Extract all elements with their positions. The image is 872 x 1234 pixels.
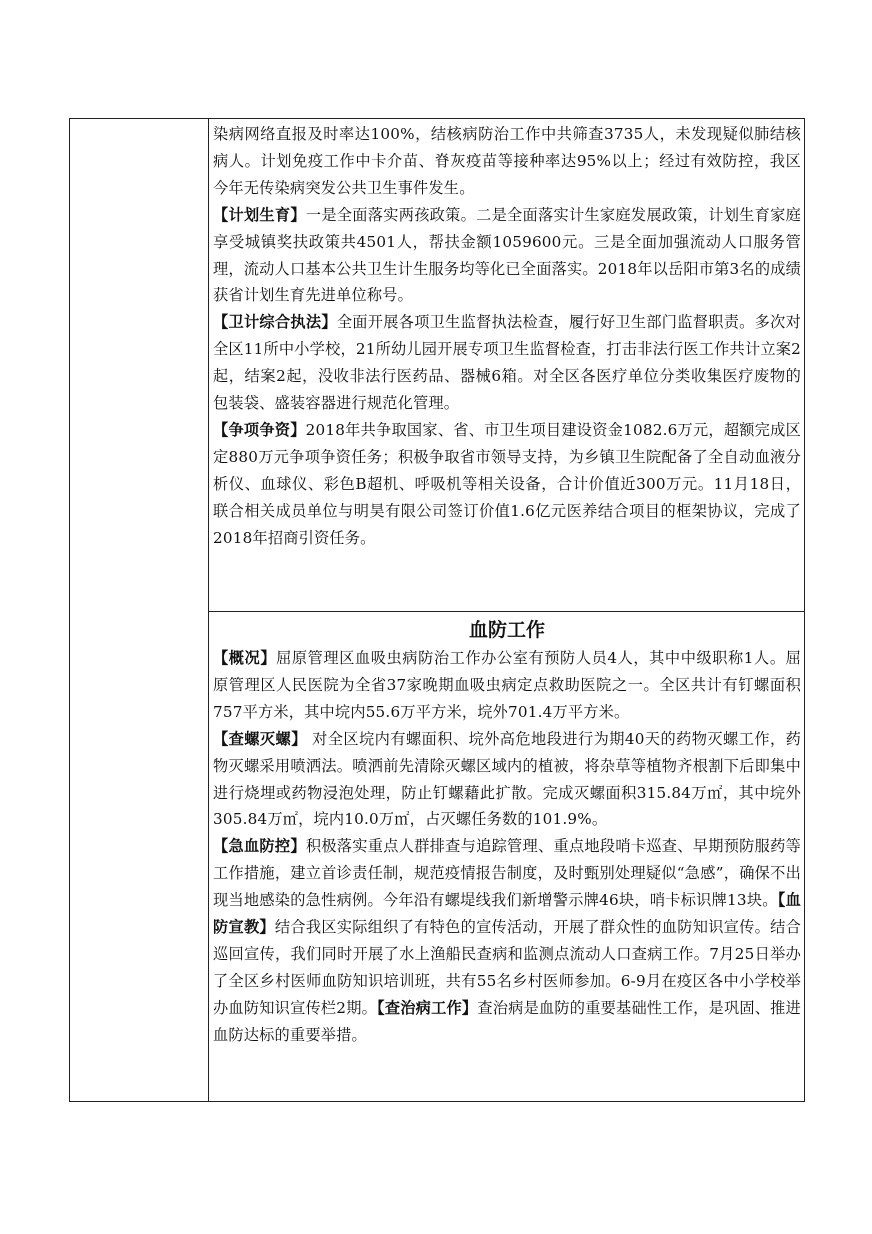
paragraph-text: 查治病是血防的重要基础性工作，是巩固、推进血防达标的重要举措。 xyxy=(213,998,801,1044)
heading-snail-control: 【查螺灭螺】 xyxy=(213,729,307,748)
paragraph-family-planning xyxy=(213,202,801,310)
paragraph-text: 染病网络直报及时率达100%，结核病防治工作中共筛查3735人，未发现疑似肺结核病人。计划免疫工作中卡介苗、脊灰疫苗等接种率达95%以上；经过有效防控，我区今年无传染病突发公共卫生事件发生。 xyxy=(213,125,801,197)
heading-education: 【血防宣教】 xyxy=(213,891,801,937)
content-cell-health xyxy=(213,121,801,552)
paragraph-snail-control xyxy=(213,726,801,834)
paragraph-text: 2018年共争取国家、省、市卫生项目建设资金1082.6万元，超额完成区定880万元争项争资任务；积极争取省市领导支持，为乡镇卫生院配备了全自动血液分析仪、血球仪、彩色B超机、呼吸机等相关设备，合计价值近300万元。11月18日，联合相关成员单位与明昊有限公司签订价值1.6亿元医养结合项目的框架协议，完成了2018年招商引资任务。 xyxy=(213,420,801,547)
paragraph-text: 对全区垸内有螺面积、垸外高危地段进行为期40天的药物灭螺工作，药物灭螺采用喷洒法。喷洒前先清除灭螺区域内的植被，将杂草等植物齐根割下后即集中进行烧埋或药物浸泡处理，防止钉螺藉此扩散。完成灭螺面积315.84万㎡，其中垸外305.84万㎡，垸内10.0万㎡，占灭螺任务数的101.9%。 xyxy=(213,729,801,829)
column-divider xyxy=(208,118,209,1102)
heading-law-enforcement: 【卫计综合执法】 xyxy=(213,313,337,332)
paragraph-funding xyxy=(213,417,801,552)
paragraph-text: 全面开展各项卫生监督执法检查，履行好卫生部门监督职责。多次对全区11所中小学校，21所幼儿园开展专项卫生监督检查，打击非法行医工作共计立案2起，结案2起，没收非法行医药品、器械6箱。对全区各医疗单位分类收集医疗废物的包装袋、盛装容器进行规范化管理。 xyxy=(213,313,801,413)
section-title: 血防工作 xyxy=(468,619,545,641)
paragraph-text: 结合我区实际组织了有特色的宣传活动，开展了群众性的血防知识宣传。结合巡回宣传，我们同时开展了水上渔船民查病和监测点流动人口查病工作。7月25日举办了全区乡村医师血防知识培训班，共有55名乡村医师参加。6-9月在疫区各中小学校举办血防知识宣传栏2期。 xyxy=(213,918,801,1017)
heading-funding: 【争项争资】 xyxy=(213,420,306,439)
heading-treatment: 【查治病工作】 xyxy=(377,998,478,1017)
paragraph-law-enforcement xyxy=(213,309,801,417)
paragraph-text: 屈原管理区血吸虫病防治工作办公室有预防人员4人，其中中级职称1人。屈原管理区人民医院为全省37家晚期血吸虫病定点救助医院之一。全区共计有钉螺面积757平方米，其中垸内55.6万平方米，垸外701.4万平方米。 xyxy=(213,649,801,721)
heading-family-planning: 【计划生育】 xyxy=(213,205,306,224)
heading-acute-control: 【急血防控】 xyxy=(213,837,306,856)
paragraph-overview xyxy=(213,645,801,726)
paragraph-acute-control xyxy=(213,833,801,1048)
heading-overview: 【概况】 xyxy=(213,649,277,667)
content-cell-schistosomiasis xyxy=(213,615,801,1049)
paragraph-text: 一是全面落实两孩政策。二是全面落实计生家庭发展政策，计划生育家庭享受城镇奖扶政策共4501人，帮扶金额1059600元。三是全面加强流动人口服务管理，流动人口基本公共卫生计生服务均等化已全面落实。2018年以岳阳市第3名的成绩获省计划生育先进单位称号。 xyxy=(213,205,801,305)
paragraph-disease-control xyxy=(213,121,801,202)
paragraph-text: 积极落实重点人群排查与追踪管理、重点地段哨卡巡查、早期预防服药等工作措施，建立首诊责任制，规范疫情报告制度，及时甄别处理疑似“急感”，确保不出现当地感染的急性病例。今年沿有螺堤线我们新增警示牌46块，哨卡标识牌13块。 xyxy=(213,837,801,910)
section-divider xyxy=(208,611,805,612)
